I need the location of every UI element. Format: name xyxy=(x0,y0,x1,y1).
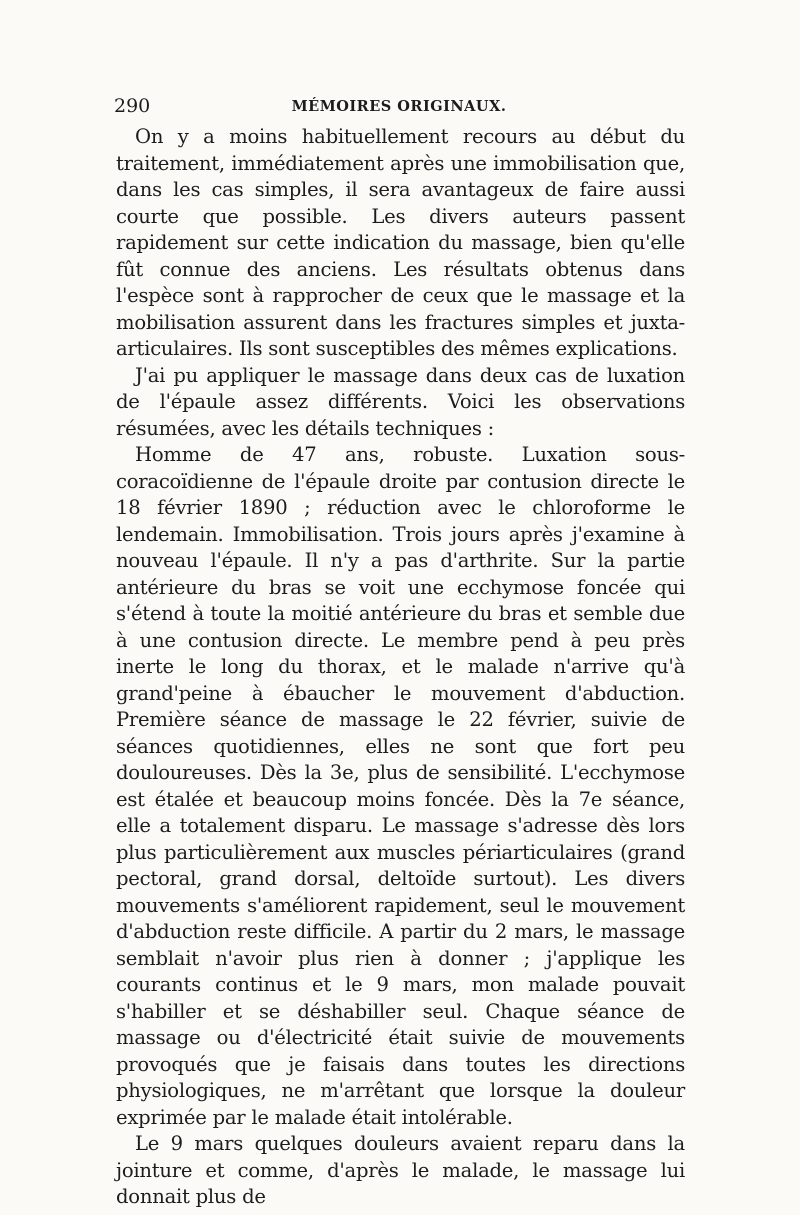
body-text xyxy=(116,124,685,1211)
paragraph-treatment-indication: On y a moins habituellement recours au début du traitement, immédiatement après une immobilisation que, dans les cas simples, il sera avantageux de faire aussi courte que possible. Les divers auteurs passent rapidement sur cette indication du massage, bien qu'elle fût connue des anciens. Les résultats obtenus dans l'espèce sont à rapprocher de ceux que le massage et la mobilisation assurent dans les fractures simples et juxta-articulaires. Ils sont susceptibles des mêmes explications. xyxy=(116,125,685,360)
paragraph-case-observation: Homme de 47 ans, robuste. Luxation sous-coracoïdienne de l'épaule droite par contusion directe le 18 février 1890 ; réduction avec le chloroforme le lendemain. Immobilisation. Trois jours après j'examine à nouveau l'épaule. Il n'y a pas d'arthrite. Sur la partie antérieure du bras se voit une ecchymose foncée qui s'étend à toute la moitié antérieure du bras et semble due à une contusion directe. Le membre pend à peu près inerte le long du thorax, et le malade n'arrive qu'à grand'peine à ébaucher le mouvement d'abduction. Première séance de massage le 22 février, suivie de séances quotidiennes, elles ne sont que fort peu douloureuses. Dès la 3e, plus de sensibilité. L'ecchymose est étalée et beaucoup moins foncée. Dès la 7e séance, elle a totalement disparu. Le massage s'adresse dès lors plus particulièrement aux muscles périarticulaires (grand pectoral, grand dorsal, deltoïde surtout). Les divers mouvements s'améliorent rapidement, seul le mouvement d'abduction reste difficile. A partir du 2 mars, le massage semblait n'avoir plus rien à donner ; j'applique les courants continus et le 9 mars, mon malade pouvait s'habiller et se déshabiller seul. Chaque séance de massage ou d'électricité était suivie de mouvements provoqués que je faisais dans toutes les directions physiologiques, ne m'arrêtant que lorsque la douleur exprimée par le malade était intolérable. xyxy=(116,443,685,1129)
paragraph-march-9: Le 9 mars quelques douleurs avaient reparu dans la jointure et comme, d'après le malade, le massage lui donnait plus de xyxy=(116,1132,685,1208)
paragraph-luxation-intro: J'ai pu appliquer le massage dans deux cas de luxation de l'épaule assez différents. Voici les observations résumées, avec les détails techniques : xyxy=(116,363,685,440)
running-head xyxy=(114,95,684,121)
page-number: 290 xyxy=(114,95,151,117)
running-title: MÉMOIRES ORIGINAUX. xyxy=(291,98,507,115)
